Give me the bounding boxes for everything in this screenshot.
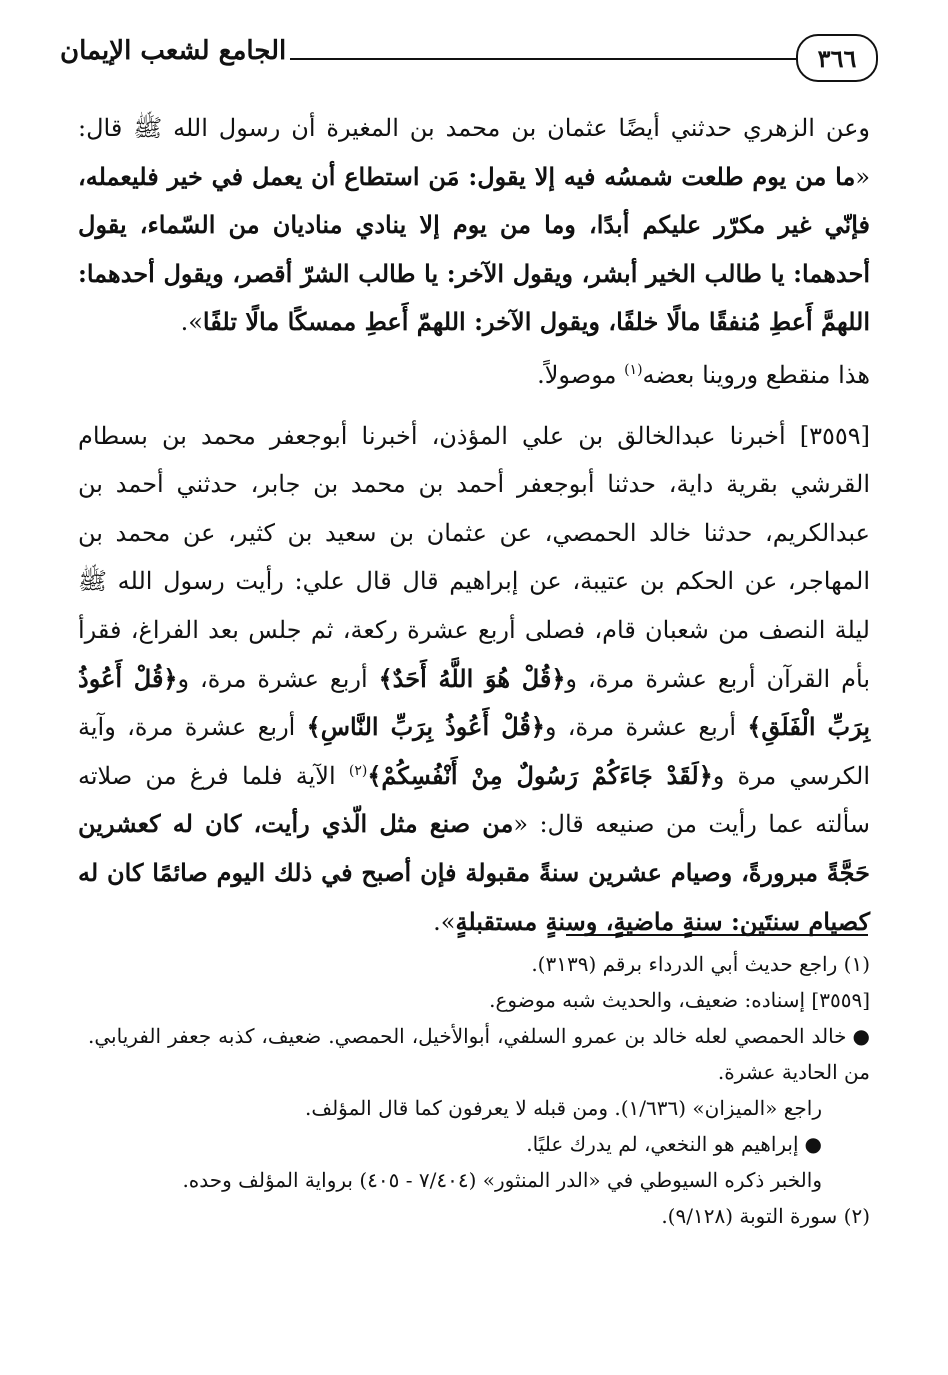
footnote-5 (88, 1126, 870, 1162)
footnote-3-text: خالد الحمصي لعله خالد بن عمرو السلفي، أبوالأخيل، الحمصي. ضعيف، كذبه جعفر الفريابي. من الحادية عشرة. (88, 1024, 870, 1084)
hadith-text-1: ما من يوم طلعت شمسُه فيه إلا يقول: مَن استطاع أن يعمل في خير فليعمله، فإنّي غير مكرّر عليكم أبدًا، وما من يوم إلا ينادي مناديان من السّماء، يقول أحدهما: يا طالب الخير أبشر، ويقول الآخر: يا طالب الشرّ أقصر، ويقول أحدهما: اللهمَّ أَعطِ مُنفقًا مالًا خلفًا، ويقول الآخر: اللهمّ أَعطِ ممسكًا مالًا تلفًا (78, 161, 870, 337)
paragraph-1 (78, 104, 870, 347)
para3-text3: أربع عشرة مرة، و (544, 713, 748, 742)
quran-verse-1: ﴿قُلْ هُوَ اللَّهُ أَحَدٌ﴾ (378, 663, 566, 693)
main-text (78, 104, 870, 946)
footnote-hadith-number: [٣٥٥٩] (811, 988, 870, 1012)
footnote-4: راجع «الميزان» (١/٦٣٦). ومن قبله لا يعرفون كما قال المؤلف. (305, 1096, 822, 1120)
footnote-ref-1: (١) (624, 361, 643, 378)
paragraph-2 (78, 351, 870, 400)
header-rule (290, 58, 798, 60)
hadith-text-2: من صنع مثل الّذي رأيت، كان له كعشرين حَجَّةً مبرورةً، وصيام عشرين سنةً مقبولة فإن أصبح في ذلك اليوم صائمًا كان له كصيام سنتَين: سنةٍ ماضيةٍ، وسنةٍ مستقبلةٍ (78, 809, 870, 936)
footnote-5-text: إبراهيم هو النخعي، لم يدرك عليًا. (526, 1132, 799, 1156)
paragraph-3 (78, 412, 870, 947)
bullet-icon: ● (804, 1132, 822, 1156)
para2-after: موصولاً. (537, 360, 625, 389)
footnote-ref-2: (٢) (348, 762, 368, 779)
para2-text: هذا منقطع وروينا بعضه (642, 360, 870, 389)
para3-text2: أربع عشرة مرة، و (177, 664, 379, 693)
bullet-icon: ● (852, 1024, 870, 1048)
isnad-text: أخبرنا عبدالخالق بن علي المؤذن، أخبرنا أبوجعفر محمد بن بسطام القرشي بقرية داية، حدثنا أبوجعفر أحمد بن محمد بن جابر، حدثني أحمد بن عبدالكريم، حدثنا خالد الحمصي، عن عثمان بن سعيد بن كثير، عن محمد بن المهاجر، عن الحكم بن عتيبة، عن إبراهيم قال قال علي: رأيت رسول الله ﷺ ليلة النصف من شعبان قام، فصلى أربع عشرة ركعة، ثم جلس بعد الفراغ، فقرأ بأم القرآن أربع عشرة مرة، و (78, 421, 871, 693)
hadith-number: [٣٥٥٩] (799, 421, 870, 450)
para3-text5: الآية فلما فرغ من صلاته سألته عما رأيت من صنيعه قال: « (78, 761, 870, 839)
footnote-7: (٢) سورة التوبة (٩/١٢٨). (661, 1204, 870, 1228)
footnote-separator (566, 934, 868, 936)
footnote-1: (١) راجع حديث أبي الدرداء برقم (٣١٣٩). (531, 952, 870, 976)
footnotes (88, 946, 870, 1234)
footnote-2 (88, 982, 870, 1018)
para1-text: وعن الزهري حدثني أيضًا عثمان بن محمد بن المغيرة أن رسول الله ﷺ قال: « (78, 114, 870, 191)
footnote-6: والخبر ذكره السيوطي في «الدر المنثور» (٧/٤٠٤ - ٤٠٥) برواية المؤلف وحده. (182, 1168, 822, 1192)
page-header (60, 34, 868, 94)
footnote-2-text: إسناده: ضعيف، والحديث شبه موضوع. (489, 988, 812, 1012)
para3-end: ». (433, 907, 456, 936)
para3-text4: أربع عشرة مرة، وآية الكرسي مرة و (78, 713, 871, 790)
footnote-3 (88, 1018, 870, 1090)
book-title: الجامع لشعب الإيمان (60, 36, 287, 66)
para1-end: ». (180, 308, 203, 337)
page-number: ٣٦٦ (796, 34, 878, 82)
quran-verse-4: ﴿لَقَدْ جَاءَكُمْ رَسُولٌ مِنْ أَنْفُسِكُمْ﴾ (367, 760, 713, 790)
quran-verse-3: ﴿قُلْ أَعُوذُ بِرَبِّ النَّاسِ﴾ (306, 712, 545, 742)
quran-verse-2: ﴿قُلْ أَعُوذُ بِرَبِّ الْفَلَقِ﴾ (78, 663, 871, 742)
